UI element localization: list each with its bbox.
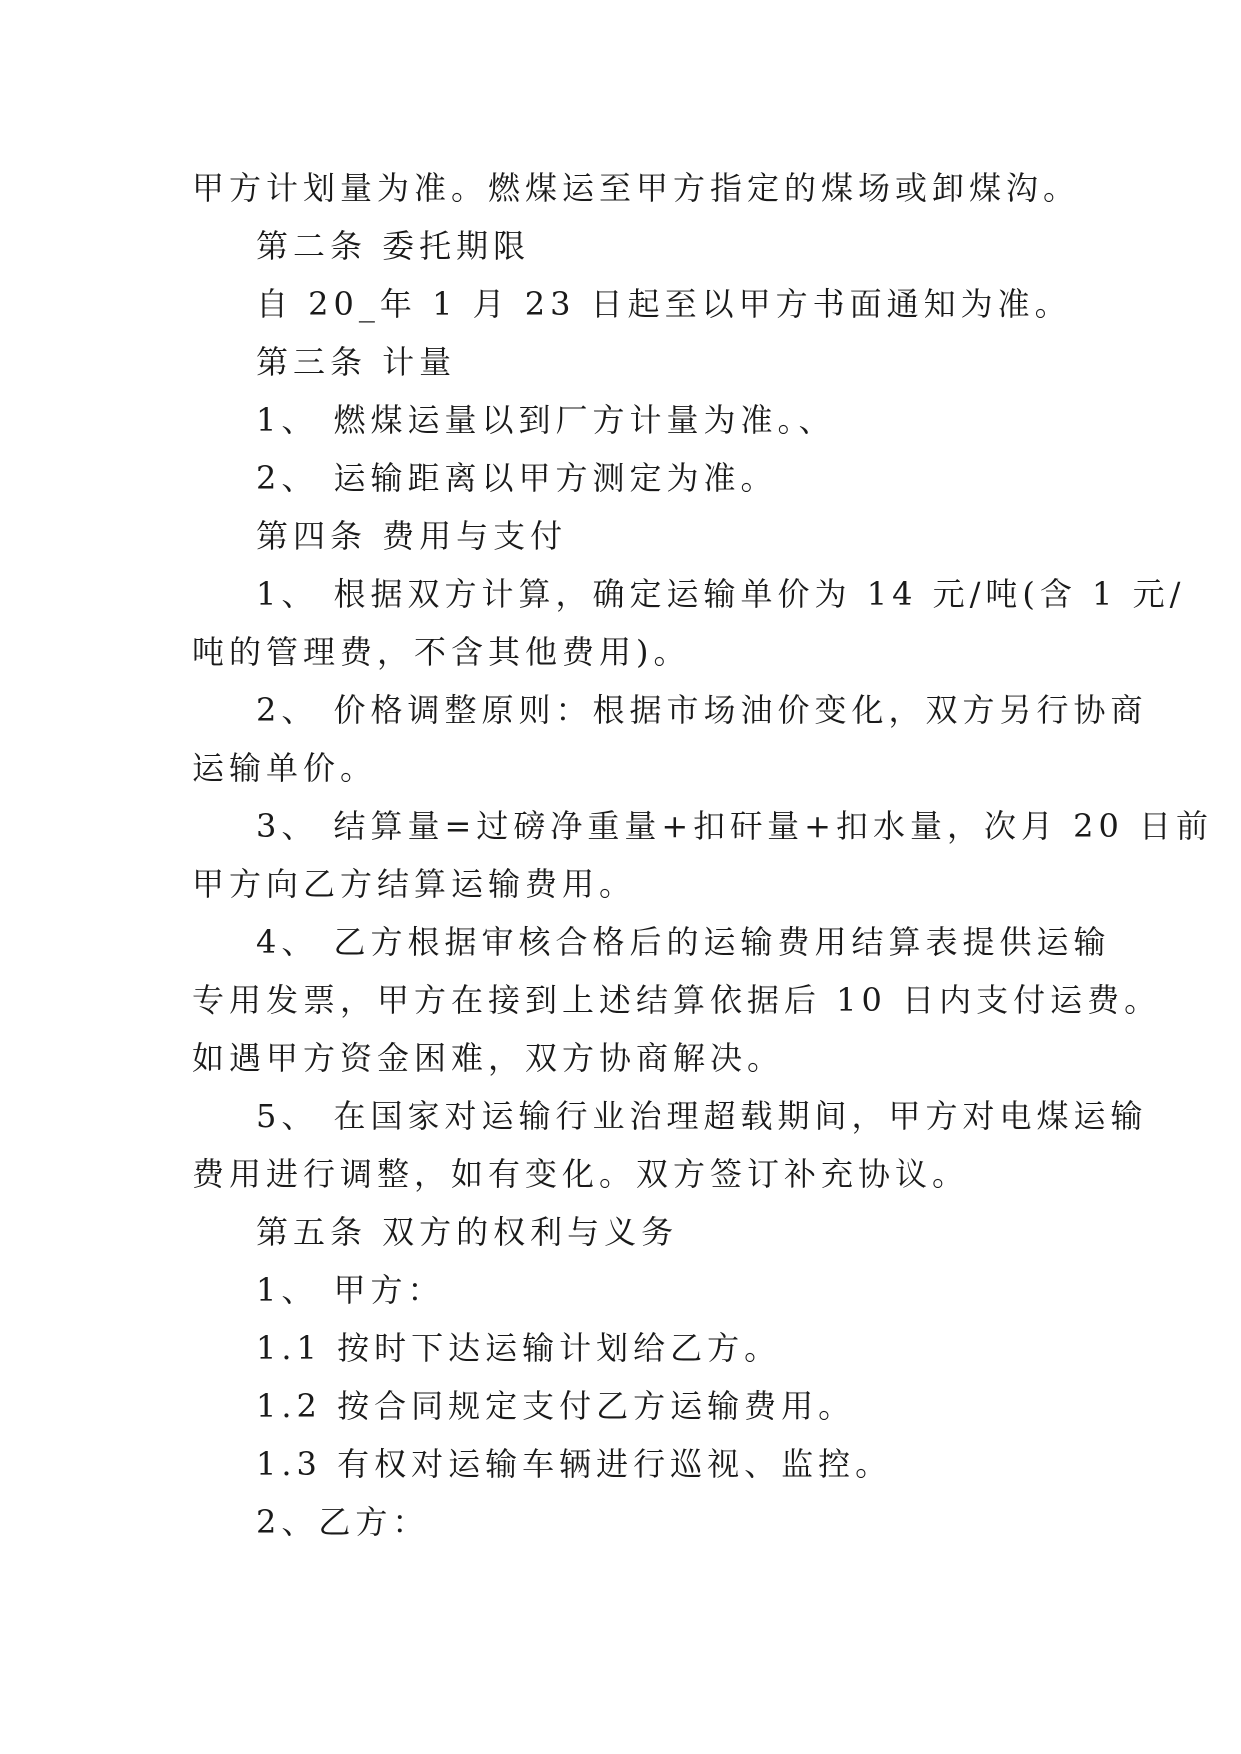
body-line: 甲方计划量为准。燃煤运至甲方指定的煤场或卸煤沟。 xyxy=(192,169,1081,207)
body-line: 专用发票，甲方在接到上述结算依据后 10 日内支付运费。 xyxy=(192,981,1162,1019)
contract-body xyxy=(192,159,1214,1551)
list-item: 1、 根据双方计算，确定运输单价为 14 元/吨(含 1 元/ xyxy=(256,575,1186,613)
body-line: 运输单价。 xyxy=(192,749,378,787)
list-item: 2、 价格调整原则：根据市场油价变化，双方另行协商 xyxy=(256,691,1148,729)
list-item: 1、 燃煤运量以到厂方计量为准。、 xyxy=(256,401,836,439)
list-item: 1.2 按合同规定支付乙方运输费用。 xyxy=(256,1387,856,1425)
body-line: 自 20_年 1 月 23 日起至以甲方书面通知为准。 xyxy=(256,285,1072,323)
list-item: 2、乙方： xyxy=(256,1503,430,1541)
body-line: 甲方向乙方结算运输费用。 xyxy=(192,865,637,903)
list-item: 2、 运输距离以甲方测定为准。 xyxy=(256,459,778,497)
article-heading: 第四条 费用与支付 xyxy=(256,517,568,555)
list-item: 3、 结算量=过磅净重量+扣矸量+扣水量，次月 20 日前 xyxy=(256,807,1214,845)
list-item: 1、 甲方： xyxy=(256,1271,445,1309)
list-item: 1.1 按时下达运输计划给乙方。 xyxy=(256,1329,782,1367)
body-line: 如遇甲方资金困难，双方协商解决。 xyxy=(192,1039,785,1077)
body-line: 费用进行调整，如有变化。双方签订补充协议。 xyxy=(192,1155,970,1193)
article-heading: 第五条 双方的权利与义务 xyxy=(256,1213,679,1251)
list-item: 4、 乙方根据审核合格后的运输费用结算表提供运输 xyxy=(256,923,1111,961)
article-heading: 第三条 计量 xyxy=(256,343,457,381)
list-item: 5、 在国家对运输行业治理超载期间，甲方对电煤运输 xyxy=(256,1097,1148,1135)
list-item: 1.3 有权对运输车辆进行巡视、监控。 xyxy=(256,1445,893,1483)
article-heading: 第二条 委托期限 xyxy=(256,227,531,265)
body-line: 吨的管理费，不含其他费用)。 xyxy=(192,633,691,671)
